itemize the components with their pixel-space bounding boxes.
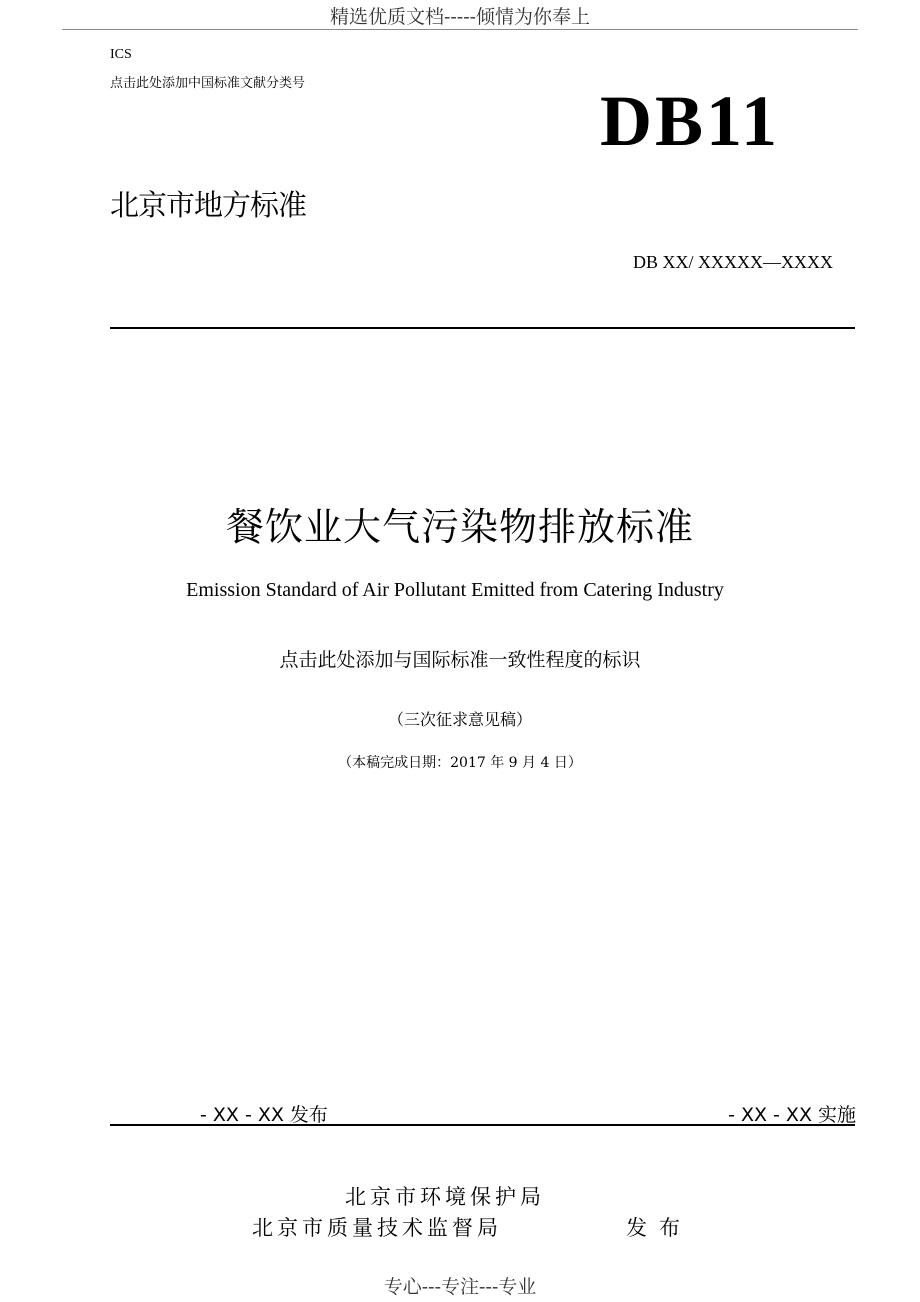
classification-placeholder[interactable]: 点击此处添加中国标准文献分类号: [110, 76, 306, 91]
top-divider: [110, 327, 855, 329]
ics-label: ICS: [110, 47, 132, 62]
page-header-text: 精选优质文档-----倾情为你奉上: [329, 6, 591, 28]
issuer-quality-bureau: 北京市质量技术监督局: [252, 1216, 502, 1240]
bottom-divider: [110, 1124, 855, 1126]
header-divider: [62, 29, 858, 30]
issue-label: 发布: [626, 1216, 692, 1240]
issuer-environment-bureau: 北京市环境保护局: [345, 1185, 545, 1209]
db-logo: DB11: [600, 81, 781, 161]
page-footer-text: 专心---专注---专业: [383, 1276, 537, 1298]
draft-date: （本稿完成日期：2017 年 9 月 4 日）: [338, 755, 582, 771]
standard-type: 北京市地方标准: [110, 188, 307, 222]
consistency-placeholder[interactable]: 点击此处添加与国际标准一致性程度的标识: [279, 649, 641, 671]
standard-number: DB XX/ XXXXX—XXXX: [633, 252, 833, 272]
title-chinese: 餐饮业大气污染物排放标准: [225, 505, 694, 549]
draft-status: （三次征求意见稿）: [387, 710, 532, 729]
publish-date: - XX - XX 发布: [200, 1104, 328, 1126]
implement-date: - XX - XX 实施: [728, 1104, 856, 1126]
title-english: Emission Standard of Air Pollutant Emitted from Catering Industry: [186, 579, 724, 601]
